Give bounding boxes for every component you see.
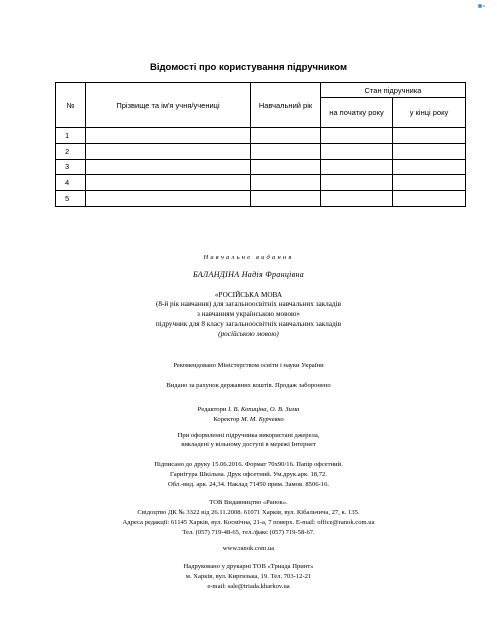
header-year: Навчальний рік	[251, 83, 321, 128]
table-title: Відомості про користування підручником	[150, 62, 347, 73]
editors-line	[0, 406, 497, 415]
table-row	[56, 159, 466, 175]
publisher-website: www.ranok.com.ua	[222, 545, 275, 552]
publisher-phone: Тел. (057) 719-48-65, тел./факс (057) 719-58-67.	[182, 529, 315, 536]
table-row	[56, 191, 466, 207]
print-info-3: Обл.-вид. арк. 24,34. Наклад 71450 прим. Замов. 8506-16.	[167, 481, 330, 488]
table-row	[56, 128, 466, 144]
row-number: 5	[56, 191, 86, 207]
printer-email: e-mail: sale@triada.kharkov.ua	[207, 583, 290, 590]
header-start: на початку року	[321, 98, 393, 128]
header-end: у кінці року	[393, 98, 466, 128]
logo-text: e	[483, 3, 486, 8]
illustrations-note-1: При оформленні підручника використані джерела,	[177, 432, 320, 439]
book-title: «РОСІЙСЬКА МОВА	[214, 291, 283, 299]
row-number: 1	[56, 128, 86, 144]
book-desc-4: (російською мовою)	[218, 330, 279, 338]
row-number: 3	[56, 159, 86, 175]
edition-type: Навчальне видання	[203, 254, 294, 261]
row-number: 4	[56, 175, 86, 191]
print-info-1: Підписано до друку 15.06.2016. Формат 70х90/16. Папір офсетний.	[154, 461, 343, 468]
corrector-name: М. М. Бурчевко	[241, 416, 284, 423]
recommendation: Рекомендовано Міністерством освіти і науки України	[173, 362, 324, 369]
header-state: Стан підручника	[321, 83, 466, 98]
publisher-certificate: Свідоцтво ДК № 3322 від 26.11.2008. 61071 Харків, вул. Кібальчича, 27, к. 135.	[137, 509, 360, 516]
table-row	[56, 175, 466, 191]
publisher-logo-icon	[478, 3, 492, 8]
author-name: БАЛАНДІНА Надія Францівна	[192, 270, 305, 279]
header-num: №	[56, 83, 86, 128]
printer-address: м. Харків, вул. Киргизька, 19. Тел. 703-12-21	[185, 573, 312, 580]
publisher-address: Адреса редакції: 61145 Харків, вул. Космічна, 21-а, 7 поверх. E-mail: office@ranok.com.ua	[122, 519, 375, 526]
editors-label: Редактори	[197, 406, 227, 413]
row-number: 2	[56, 143, 86, 159]
book-desc-2: з навчанням українською мовою»	[196, 310, 301, 318]
editors-names: І. В. Копиціна, О. В. Зима	[228, 406, 300, 413]
illustrations-note-2: викладені у вільному доступі в мережі Інтернет	[181, 441, 316, 448]
header-name: Прізвище та ім'я учня/учениці	[86, 83, 251, 128]
usage-table	[55, 82, 466, 207]
printer-name: Надруковано у друкарні ТОВ «Триада Принт»	[183, 563, 314, 570]
publisher-name: ТОВ Видавництво «Ранок».	[209, 499, 288, 506]
corrector-line	[0, 416, 497, 425]
table-row	[56, 143, 466, 159]
corrector-label: Коректор	[213, 416, 240, 423]
logo-dot-icon	[478, 4, 482, 8]
book-desc-1: (8-й рік навчання) для загальноосвітніх навчальних закладів	[156, 300, 341, 308]
book-desc-3: підручник для 8 класу загальноосвітніх навчальних закладів	[155, 320, 342, 328]
print-info-2: Гарнітура Шкільна. Друк офсетний. Ум.друк.арк. 18,72.	[170, 471, 327, 478]
funding-note: Видано за рахунок державних коштів. Продаж заборонено	[166, 382, 331, 389]
